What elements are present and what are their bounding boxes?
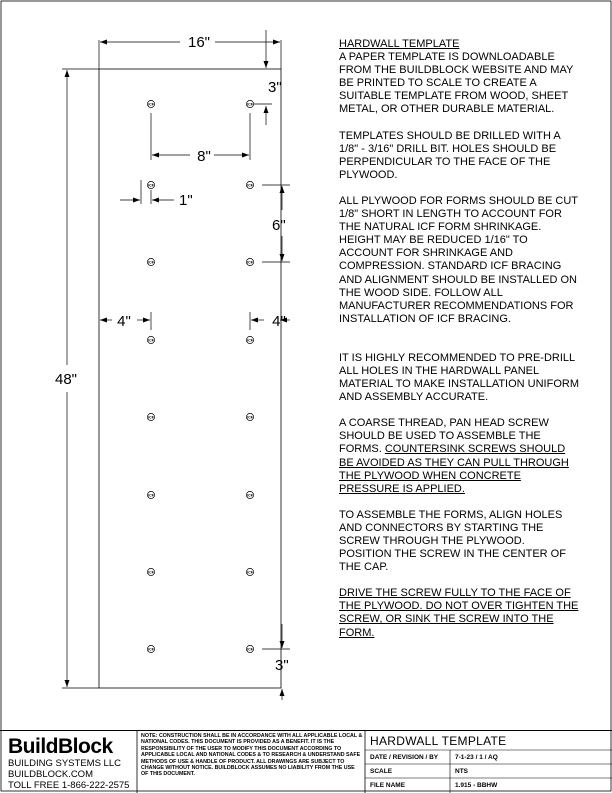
hole-label: ICF (247, 338, 253, 343)
hole-marker (147, 645, 154, 652)
notes-panel (339, 38, 579, 653)
hole-offset-dimension (120, 180, 174, 204)
edge-left-label: 4" (117, 313, 131, 330)
hole-label: ICF (247, 102, 253, 107)
hole-marker (147, 568, 154, 575)
hole-label: ICF (148, 415, 154, 420)
bottom-offset-label: 3" (275, 657, 289, 674)
scale-value: NTS (455, 768, 468, 775)
hole-label: ICF (148, 183, 154, 188)
hole-marker (246, 568, 253, 575)
drawing-title: HARDWALL TEMPLATE (370, 734, 507, 748)
hole-label: ICF (148, 102, 154, 107)
hole-marker (246, 100, 253, 107)
file-name-value: 1.915 - BBHW (455, 782, 498, 789)
scale-label: SCALE (370, 768, 393, 775)
hole-marker (246, 181, 253, 188)
hole-label: ICF (148, 570, 154, 575)
company-name: BuildBlock (8, 735, 113, 758)
hole-grid (147, 100, 253, 652)
note-7: DRIVE THE SCREW FULLY TO THE FACE OF THE PLYWOOD. DO NOT OVER TIGHTEN THE SCREW, OR SINK THE SCREW INTO THE FORM. (339, 587, 579, 639)
hole-marker (246, 413, 253, 420)
hole-label: ICF (247, 493, 253, 498)
hole-marker (147, 491, 154, 498)
note-6: TO ASSEMBLE THE FORMS, ALIGN HOLES AND CONNECTORS BY STARTING THE SCREW THROUGH THE PLYWOOD. POSITION THE SCREW IN THE CENTER OF THE CAP. (339, 508, 566, 574)
hole-label: ICF (247, 183, 253, 188)
hole-label: ICF (247, 415, 253, 420)
hole-marker (246, 491, 253, 498)
hole-offset-label: 1" (179, 192, 193, 209)
note-4: IT IS HIGHLY RECOMMENDED TO PRE-DRILL ALL HOLES IN THE HARDWALL PANEL MATERIAL TO MAKE INSTALLATION UNIFORM AND ASSEMBLY ACCURATE. (339, 351, 579, 404)
hole-label: ICF (148, 338, 154, 343)
hole-label: ICF (247, 260, 253, 265)
top-offset-dimension (253, 30, 272, 125)
panel-outline (99, 69, 281, 688)
hole-label: ICF (148, 493, 154, 498)
company-phone: TOLL FREE 1-866-222-2575 (8, 780, 130, 791)
top-offset-label: 3" (268, 79, 282, 96)
disclaimer: NOTE: CONSTRUCTION SHALL BE IN ACCORDANCE WITH ALL APPLICABLE LOCAL & NATIONAL CODES. THIS DOCUMENT IS PROVIDED AS A BENEFIT. IT IS THE RESPONSIBILITY OF THE USER TO MODIFY THIS DOCUMENT ACCORDING TO APPLICABLE LOCAL AND NATIONAL CODES & TO RESEARCH & UNDERSTAND SAFE METHODS OF USE & HANDLE OF PRODUCT. ALL DRAWINGS ARE SUBJECT TO CHANGE WITHOUT NOTICE. BUILDBLOCK ASSUMES NO LIABILITY FROM THE USE OF THIS DOCUMENT. (141, 733, 363, 778)
note-5b: COUNTERSINK SCREWS SHOULD BE AVOIDED AS THEY CAN PULL THROUGH THE PLYWOOD WHEN CONCRETE PRESSURE IS APPLIED. (339, 443, 569, 495)
date-revision-value: 7-1-23 / 1 / AQ (455, 754, 498, 761)
hole-marker (246, 336, 253, 343)
height-label: 48" (54, 371, 78, 388)
hole-label: ICF (148, 647, 154, 652)
hole-marker (147, 258, 154, 265)
spacing-vertical-label: 6" (272, 217, 286, 234)
hole-label: ICF (247, 647, 253, 652)
note-1: A PAPER TEMPLATE IS DOWNLOADABLE FROM THE BUILDBLOCK WEBSITE AND MAY BE PRINTED TO SCALE TO CREATE A SUITABLE TEMPLATE FROM WOOD, SHEET METAL, OR OTHER DURABLE MATERIAL. (339, 51, 574, 116)
hole-marker (246, 258, 253, 265)
width-label: 16" (187, 34, 211, 51)
note-2: TEMPLATES SHOULD BE DRILLED WITH A 1/8" - 3/16" DRILL BIT. HOLES SHOULD BE PERPENDICULAR TO THE FACE OF THE PLYWOOD. (339, 129, 561, 181)
date-revision-label: DATE / REVISION / BY (370, 754, 439, 761)
note-5a: A COARSE THREAD, PAN HEAD SCREW SHOULD BE USED TO ASSEMBLE THE FORMS. (339, 417, 549, 456)
company-line-1: BUILDING SYSTEMS LLC (8, 758, 121, 769)
hole-marker (147, 181, 154, 188)
hole-marker (147, 336, 154, 343)
hole-label: ICF (148, 260, 154, 265)
edge-right-label: 4" (272, 313, 286, 330)
hole-marker (246, 645, 253, 652)
note-3: ALL PLYWOOD FOR FORMS SHOULD BE CUT 1/8" SHORT IN LENGTH TO ACCOUNT FOR THE NATURAL ICF FORM SHRINKAGE. HEIGHT MAY BE REDUCED 1/16" TO ACCOUNT FOR SHRINKAGE AND COMPRESSION. STANDARD ICF BRACING AND ALIGNMENT SHOULD BE INSTALLED ON THE WOOD SIDE. FOLLOW ALL MANUFACTURER RECOMMENDATIONS FOR INSTALLATION OF ICF BRACING. (339, 194, 578, 325)
company-logo (8, 736, 138, 791)
hole-label: ICF (247, 570, 253, 575)
hole-marker (147, 100, 154, 107)
company-website: BUILDBLOCK.COM (8, 769, 93, 780)
file-name-label: FILE NAME (370, 782, 406, 789)
spacing-horizontal-label: 8" (197, 148, 211, 165)
notes-heading: HARDWALL TEMPLATE (339, 38, 460, 50)
hole-marker (147, 413, 154, 420)
